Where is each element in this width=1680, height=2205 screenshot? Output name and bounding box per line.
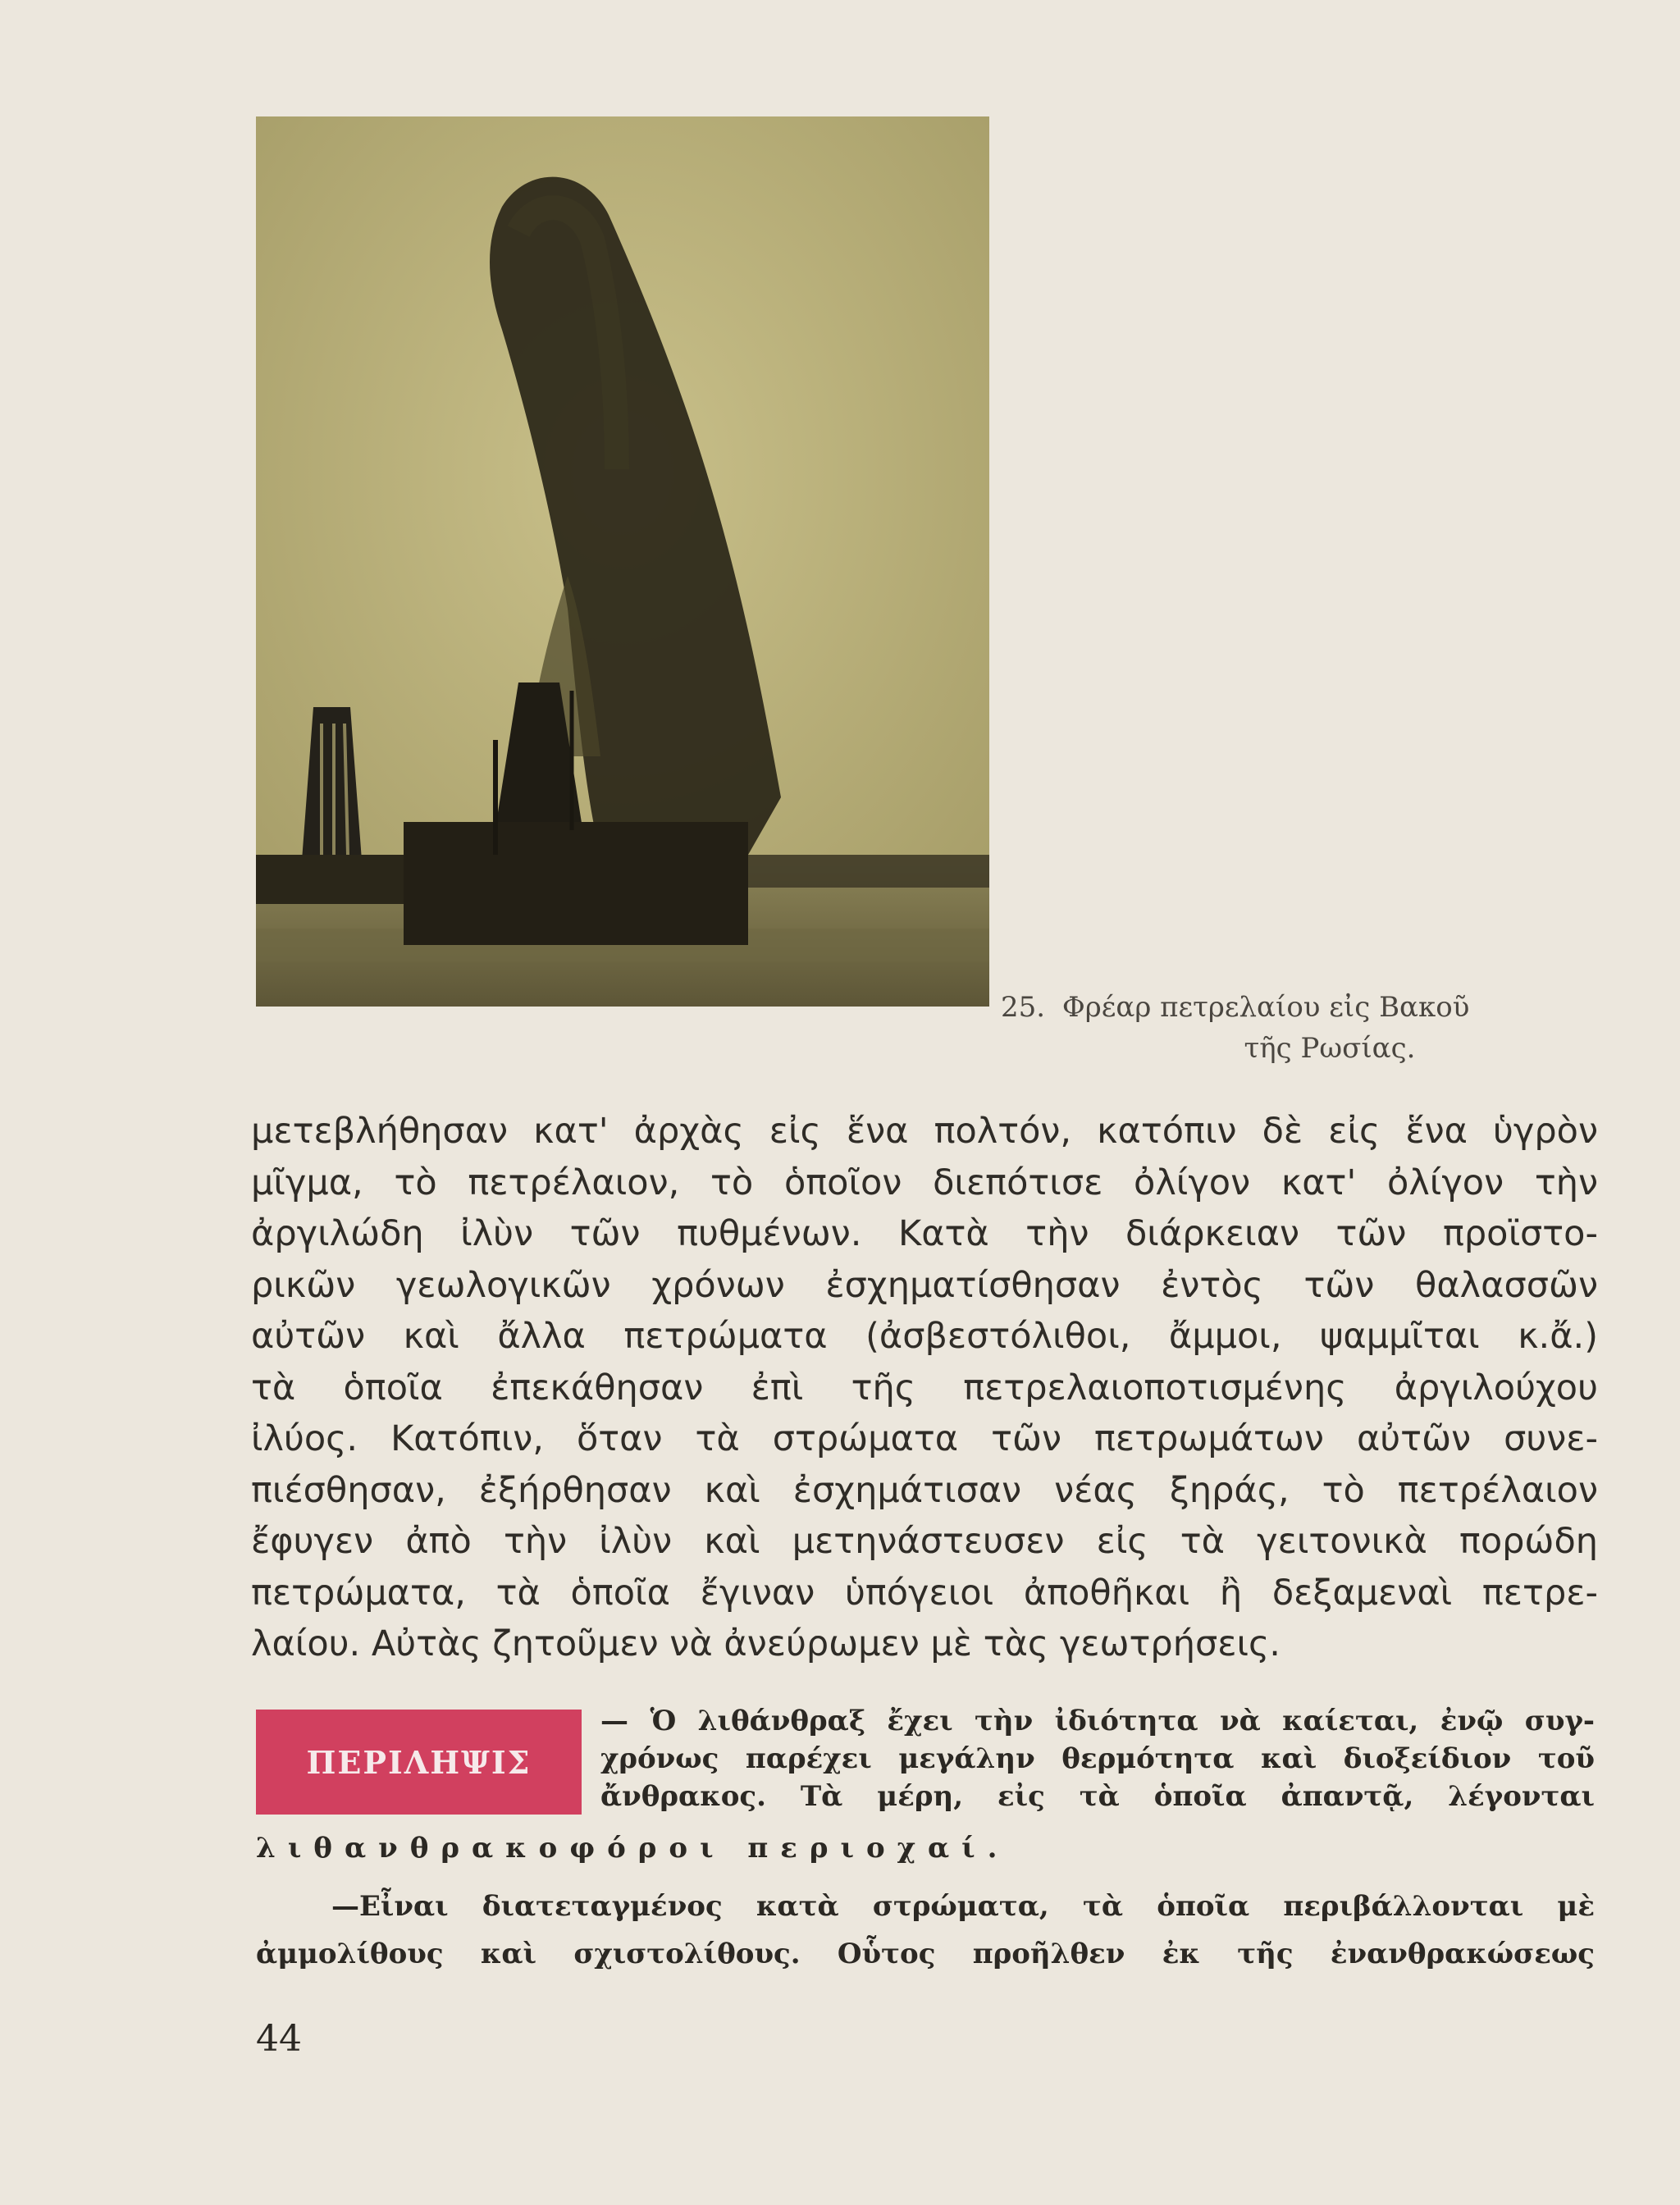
oil-well-photo — [256, 116, 989, 1007]
body-line: μετεβλήθησαν κατ' ἀρχὰς εἰς ἕνα πολτόν, κατόπιν δὲ εἰς ἕνα ὑγρὸν — [251, 1111, 1598, 1152]
body-line: μῖγμα, τὸ πετρέλαιον, τὸ ὁποῖον διεπότισε ὀλίγον κατ' ὀλίγον τὴν — [251, 1162, 1598, 1203]
summary-badge — [256, 1710, 582, 1815]
summary-paragraph-1 — [600, 1702, 1595, 1815]
figure-number: 25. — [1001, 991, 1046, 1024]
body-line: ἰλύος. Κατόπιν, ὅταν τὰ στρώματα τῶν πετρωμάτων αὐτῶν συνε- — [251, 1418, 1598, 1459]
figure-caption — [1001, 987, 1593, 1069]
summary-spaced-term: λιθανθρακοφόροι περιοχαί. — [256, 1832, 1010, 1865]
caption-line-1: Φρέαρ πετρελαίου εἰς Βακοῦ — [1061, 991, 1470, 1024]
body-paragraph — [251, 1106, 1598, 1670]
summary-line: —Εἶναι διατεταγμένος κατὰ στρώματα, τὰ ὁποῖα περιβάλλονται μὲ — [331, 1890, 1595, 1923]
body-line: λαίου. Αὐτὰς ζητοῦμεν νὰ ἀνεύρωμεν μὲ τὰς γεωτρήσεις. — [251, 1623, 1281, 1664]
caption-line-2: τῆς Ρωσίας. — [1244, 1032, 1416, 1065]
summary-line: ἀμμολίθους καὶ σχιστολίθους. Οὗτος προῆλθεν ἐκ τῆς ἐνανθρακώσεως — [256, 1938, 1595, 1970]
summary-line: χρόνως παρέχει μεγάλην θερμότητα καὶ διοξείδιον τοῦ — [600, 1742, 1595, 1775]
summary-badge-label: ΠΕΡΙΛΗΨΙΣ — [306, 1743, 532, 1781]
page-number: 44 — [256, 2018, 302, 2060]
body-line: πετρώματα, τὰ ὁποῖα ἔγιναν ὑπόγειοι ἀποθῆκαι ἢ δεξαμεναὶ πετρε- — [251, 1572, 1598, 1614]
summary-paragraph-2 — [256, 1883, 1595, 1978]
body-line: αὐτῶν καὶ ἄλλα πετρώματα (ἀσβεστόλιθοι, ἄμμοι, ψαμμῖται κ.ἄ.) — [251, 1316, 1598, 1357]
body-line: πιέσθησαν, ἐξήρθησαν καὶ ἐσχημάτισαν νέας ξηράς, τὸ πετρέλαιον — [251, 1469, 1598, 1511]
body-line: τὰ ὁποῖα ἐπεκάθησαν ἐπὶ τῆς πετρελαιοποτισμένης ἀργιλούχου — [251, 1367, 1598, 1408]
summary-line: ἄνθρακος. Τὰ μέρη, εἰς τὰ ὁποῖα ἀπαντᾷ, λέγονται — [600, 1780, 1595, 1813]
body-line: ἔφυγεν ἀπὸ τὴν ἰλὺν καὶ μετηνάστευσεν εἰς τὰ γειτονικὰ πορώδη — [251, 1521, 1598, 1562]
summary-line: — Ὁ λιθάνθραξ ἔχει τὴν ἰδιότητα νὰ καίεται, ἐνῷ συγ- — [600, 1705, 1595, 1737]
body-line: ρικῶν γεωλογικῶν χρόνων ἐσχηματίσθησαν ἐντὸς τῶν θαλασσῶν — [251, 1264, 1598, 1306]
oil-gusher-illustration — [256, 116, 989, 1007]
body-line: ἀργιλώδη ἰλὺν τῶν πυθμένων. Κατὰ τὴν διάρκειαν τῶν προϊστο- — [251, 1213, 1598, 1254]
